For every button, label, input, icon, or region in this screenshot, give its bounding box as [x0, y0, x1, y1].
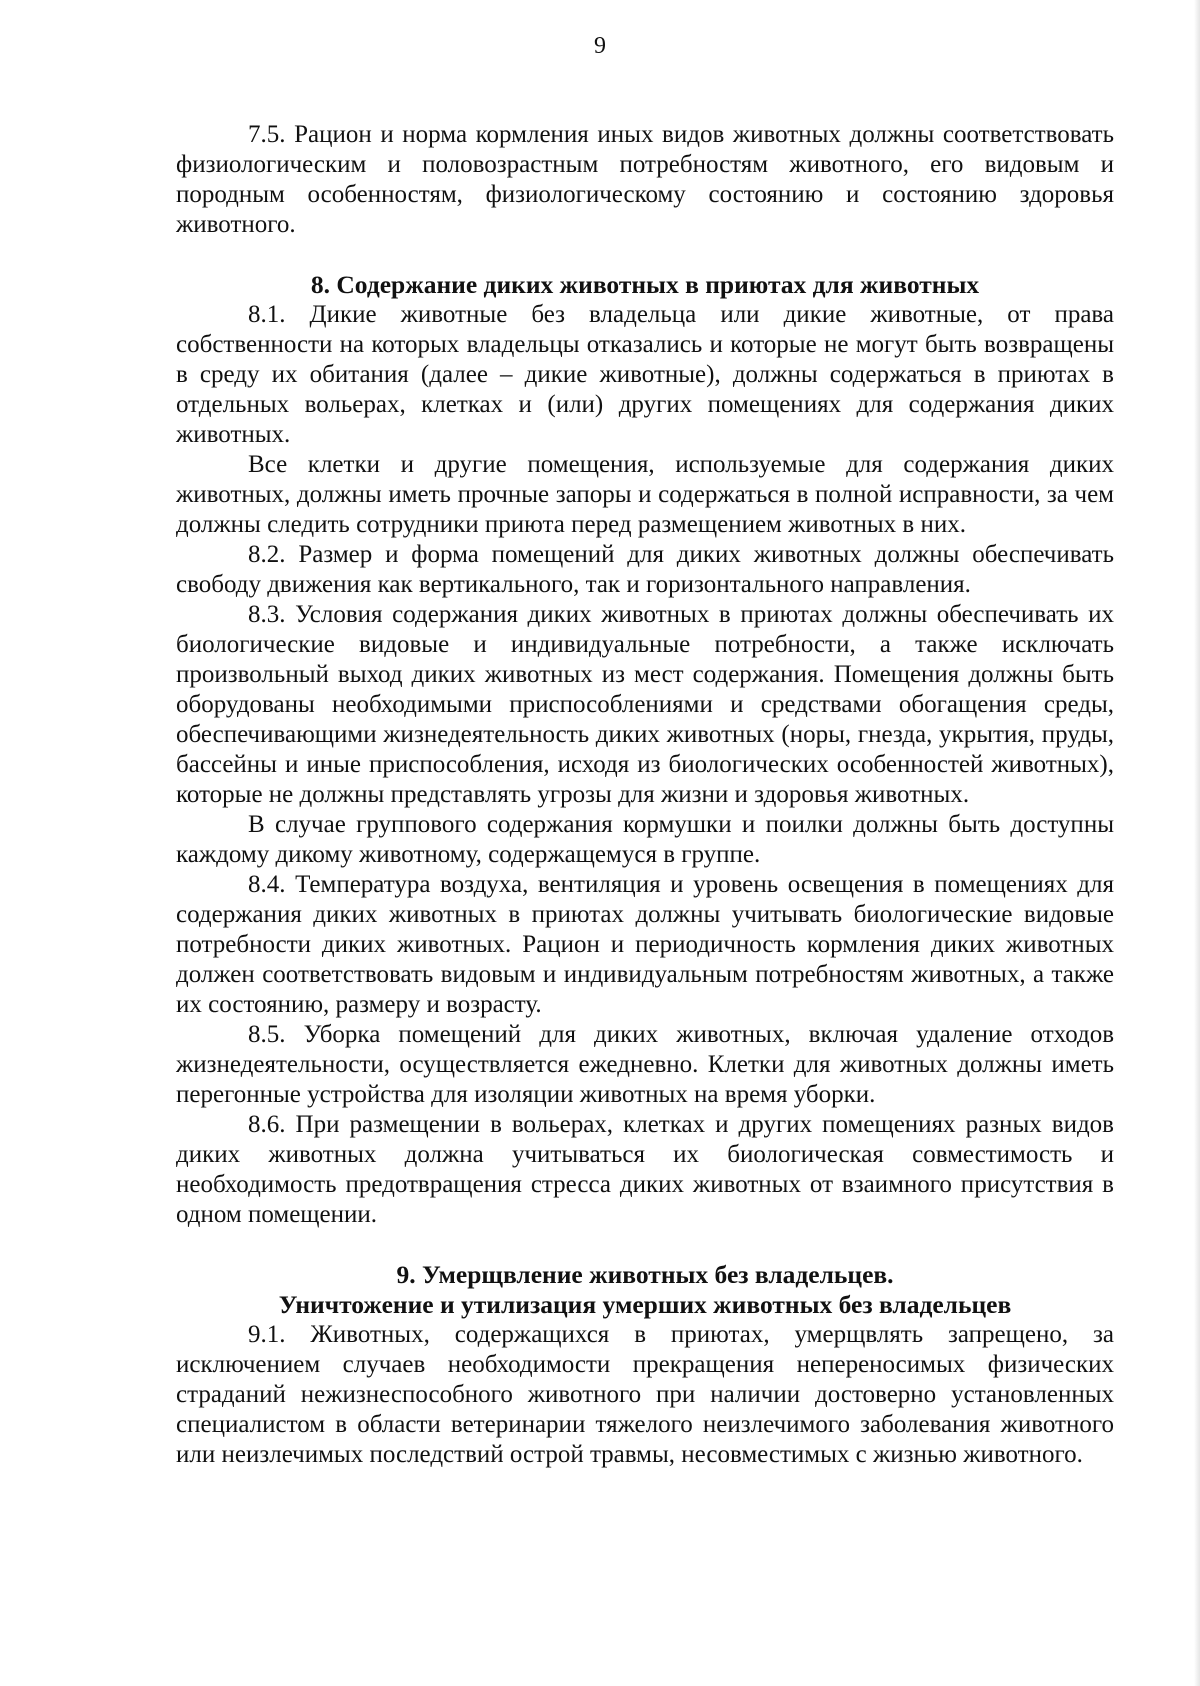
page-number: 9: [594, 33, 606, 59]
paragraph-8-2: 8.2. Размер и форма помещений для диких животных должны обеспечивать свободу движения как вертикального, так и горизонтального направления.: [176, 541, 1114, 598]
heading-section-8: 8. Содержание диких животных в приютах для животных: [310, 270, 980, 299]
heading-section-9-line-2: Уничтожение и утилизация умерших животных без владельцев: [278, 1290, 1012, 1319]
section-gap: [176, 1230, 1114, 1260]
paragraph-8-5: 8.5. Уборка помещений для диких животных, включая удаление отходов жизнедеятельности, осуществляется ежедневно. Клетки для животных должны иметь перегонные устройства для изоляции животных на время уборки.: [176, 1021, 1114, 1108]
heading-section-9-line-1: 9. Умерщвление животных без владельцев.: [396, 1260, 894, 1289]
paragraph-9-1: 9.1. Животных, содержащихся в приютах, умерщвлять запрещено, за исключением случаев необходимости прекращения непереносимых физических страданий нежизнеспособного животного при наличии достоверно установленных специалистом в области ветеринарии тяжелого неизлечимого заболевания животного или неизлечимых последствий острой травмы, несовместимых с жизнью животного.: [176, 1321, 1114, 1468]
paragraph-8-1: 8.1. Дикие животные без владельца или дикие животные, от права собственности на которых владельцы отказались и которые не могут быть возвращены в среду их обитания (далее – дикие животные), должны содержаться в приютах в отдельных вольерах, клетках и (или) других помещениях для содержания диких животных.: [176, 301, 1114, 448]
paragraph-8-4: 8.4. Температура воздуха, вентиляция и уровень освещения в помещениях для содержания диких животных в приютах должны учитывать биологические видовые потребности диких животных. Рацион и периодичность кормления диких животных должен соответствовать видовым и индивидуальным потребностям животных, а также их состоянию, размеру и возрасту.: [176, 871, 1114, 1018]
document-body: [176, 120, 1114, 1470]
paragraph-8-1-continued: Все клетки и другие помещения, используемые для содержания диких животных, должны иметь прочные запоры и содержаться в полной исправности, за чем должны следить сотрудники приюта перед размещением животных в них.: [176, 451, 1114, 538]
section-gap: [176, 240, 1114, 270]
page-edge-shadow: [1194, 0, 1200, 1686]
paragraph-8-3-continued: В случае группового содержания кормушки и поилки должны быть доступны каждому дикому животному, содержащемуся в группе.: [176, 811, 1114, 868]
paragraph-7-5: 7.5. Рацион и норма кормления иных видов животных должны соответствовать физиологическим и половозрастным потребностям животного, его видовым и породным особенностям, физиологическому состоянию и состоянию здоровья животного.: [176, 121, 1114, 238]
paragraph-8-6: 8.6. При размещении в вольерах, клетках и других помещениях разных видов диких животных должна учитываться их биологическая совместимость и необходимость предотвращения стресса диких животных от взаимного присутствия в одном помещении.: [176, 1111, 1114, 1228]
paragraph-8-3: 8.3. Условия содержания диких животных в приютах должны обеспечивать их биологические видовые и индивидуальные потребности, а также исключать произвольный выход диких животных из мест содержания. Помещения должны быть оборудованы необходимыми приспособлениями и средствами обогащения среды, обеспечивающими жизнедеятельность диких животных (норы, гнезда, укрытия, пруды, бассейны и иные приспособления, исходя из биологических особенностей животных), которые не должны представлять угрозы для жизни и здоровья животных.: [176, 601, 1114, 808]
